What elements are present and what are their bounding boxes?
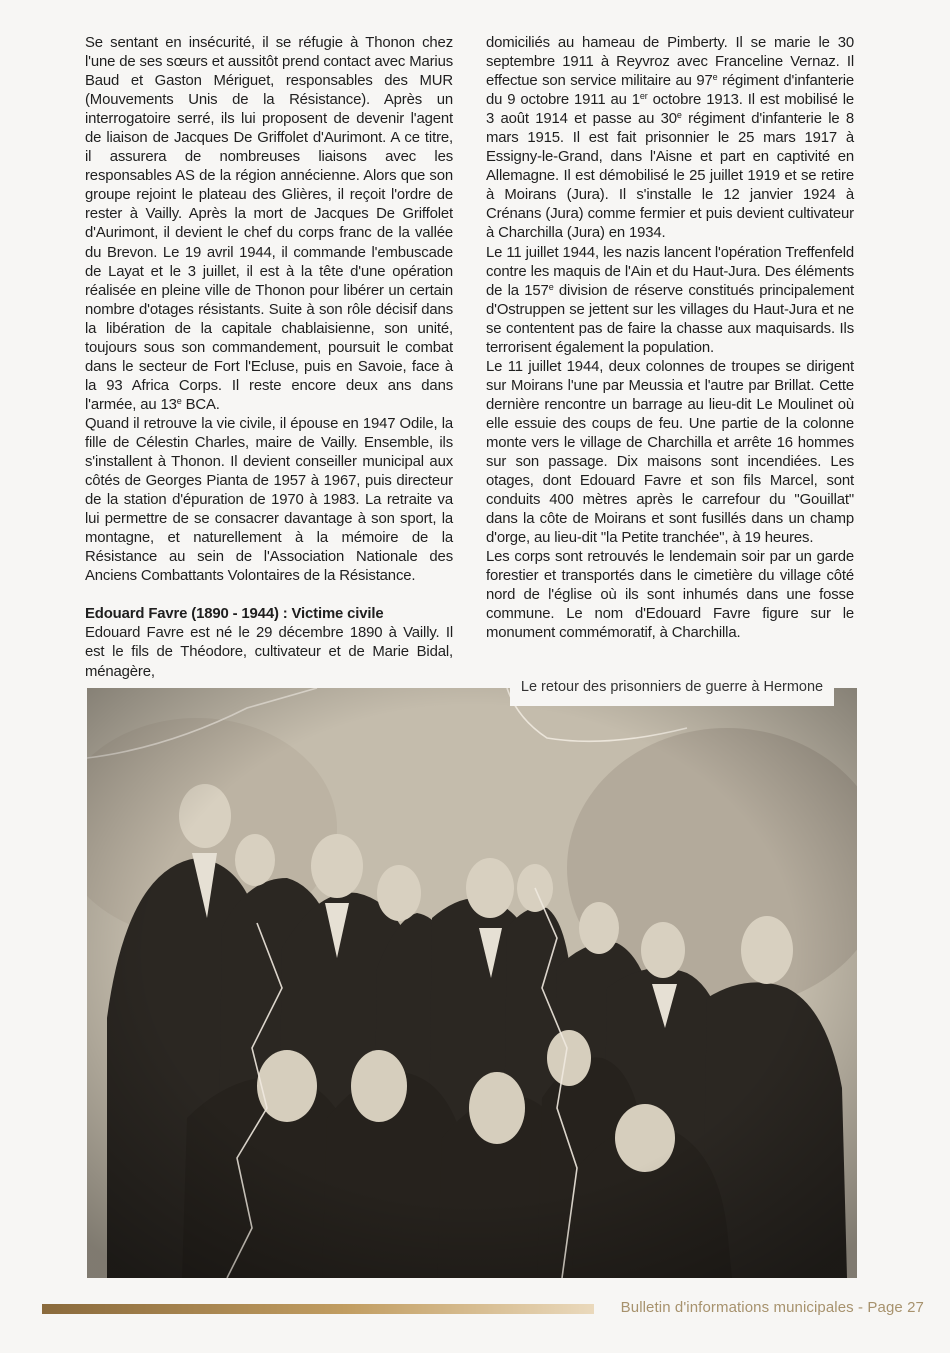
right-p1-d: régiment d'infanterie le 8 mars 1915. Il est fait prisonnier le 25 mars 1917 à Essigny-le-Grand, dans l'Aisne et part en captivité en Allemagne. Il est démobilisé le 25 juillet 1919 et se retire à Moirans (Jura). Il s'installe le 12 janvier 1924 à Crénans (Jura) comme fermier et puis devient cultivateur à Charchilla (Jura) en 1934.	[486, 111, 855, 242]
section-heading: Edouard Favre (1890 - 1944) : Victime civile	[85, 606, 384, 623]
footer-page-label: Bulletin d'informations municipales - Page 27	[620, 1299, 924, 1316]
left-paragraph-1-text: Se sentant en insécurité, il se réfugie à Thonon chez l'une de ses sœurs et aussitôt prend contact avec Marius Baud et Gaston Mériguet, responsables des MUR (Mouvements Unis de la Résistance). Après un interrogatoire serré, ils lui proposent de devenir l'agent de liaison de Jacques De Griffolet d'Aurimont. A ce titre, il assurera de nombreuses liaisons avec les responsables AS de la région annécienne. Alors que son groupe rejoint le plateau des Glières, il reçoit l'ordre de rester à Vailly. Après la mort de Jacques De Griffolet d'Aurimont, il devient le chef du corps franc de la vallée du Brevon. Le 19 avril 1944, il commande l'embuscade de Layat et le 3 juillet, il est à la tête d'une opération réalisée en pleine ville de Thonon pour libérer un certain nombre d'otages résistants. Suite à son rôle décisif dans la libération de la capitale chablaisienne, son unité, toujours sous son commandement, poursuit le combat dans le secteur de Fort l'Ecluse, puis en Savoie, face à la 93 Africa Corps. Il reste encore deux ans dans l'armée, au 13	[85, 35, 453, 413]
right-column	[486, 34, 854, 644]
right-paragraph-3: Le 11 juillet 1944, deux colonnes de troupes se dirigent sur Moirans l'une par Meussia et l'autre par Brillat. Cette dernière rencontre un barrage au lieu-dit Le Moulinet où elle essuie des coups de feu. Une partie de la colonne monte vers le village de Charchilla et arrête 16 hommes sur son passage. Dix maisons sont incendiées. Les otages, dont Edouard Favre et son fils Marcel, sont conduits 400 mètres après le carrefour du "Gouillat" dans la côte de Moirans et sont fusillés dans un champ d'orge, au lieu-dit "la Petite tranchée", à 19 heures.	[486, 358, 854, 547]
right-paragraph-1	[486, 34, 854, 244]
footer-bar	[42, 1304, 594, 1314]
ordinal-sup: er	[639, 91, 648, 102]
ordinal-sup: e	[712, 72, 718, 83]
group-photo-icon	[87, 688, 857, 1278]
ordinal-sup: e	[548, 281, 554, 292]
right-p1-c: octobre 1913. Il est mobilisé le 3 août 1914 et passe au 30	[486, 92, 854, 128]
right-p1-a: domiciliés au hameau de Pimberty. Il se marie le 30 septembre 1911 à Reyvroz avec Franceline Vernaz. Il effectue son service militaire au 97	[486, 35, 854, 90]
left-column	[85, 34, 453, 682]
right-p2-b: division de réserve constitués principalement d'Ostruppen se jettent sur les villages du Haut-Jura et ne se contentent pas de faire la chasse aux maquisards. Ils terrorisent également la population.	[486, 282, 855, 356]
ordinal-sup: e	[176, 395, 182, 406]
left-paragraph-2: Quand il retrouve la vie civile, il épouse en 1947 Odile, la fille de Célestin Charles, maire de Vailly. Ensemble, ils s'installent à Thonon. Il devient conseiller municipal aux côtés de Georges Pianta de 1957 à 1967, puis directeur de la station d'épuration de 1970 à 1983. La retraite va lui permettre de se consacrer davantage à son sport, la montagne, et naturellement à la mémoire de la Résistance au sein de l'Association Nationale des Anciens Combattants Volontaires de la Résistance.	[85, 415, 453, 585]
group-photo	[87, 688, 857, 1278]
right-p2-a: Le 11 juillet 1944, les nazis lancent l'opération Treffenfeld contre les maquis de l'Ain et du Haut-Jura. Des éléments de la 157	[486, 244, 854, 299]
right-paragraph-4: Les corps sont retrouvés le lendemain soir par un garde forestier et transportés dans le cimetière du village côté nord de l'église où ils sont inhumés dans une fosse commune. Le nom d'Edouard Favre figure sur le monument commémoratif, à Charchilla.	[486, 549, 854, 642]
right-paragraph-2	[486, 244, 854, 358]
ordinal-sup: e	[676, 110, 682, 121]
left-paragraph-1	[85, 34, 453, 415]
left-paragraph-3: Edouard Favre est né le 29 décembre 1890 à Vailly. Il est le fils de Théodore, cultivateur et de Marie Bidal, ménagère,	[85, 625, 453, 680]
photo-caption: Le retour des prisonniers de guerre à Hermone	[510, 676, 834, 706]
right-p1-b: régiment d'infanterie du 9 octobre 1911 au 1	[486, 73, 854, 109]
left-paragraph-1-end: BCA.	[181, 396, 220, 413]
